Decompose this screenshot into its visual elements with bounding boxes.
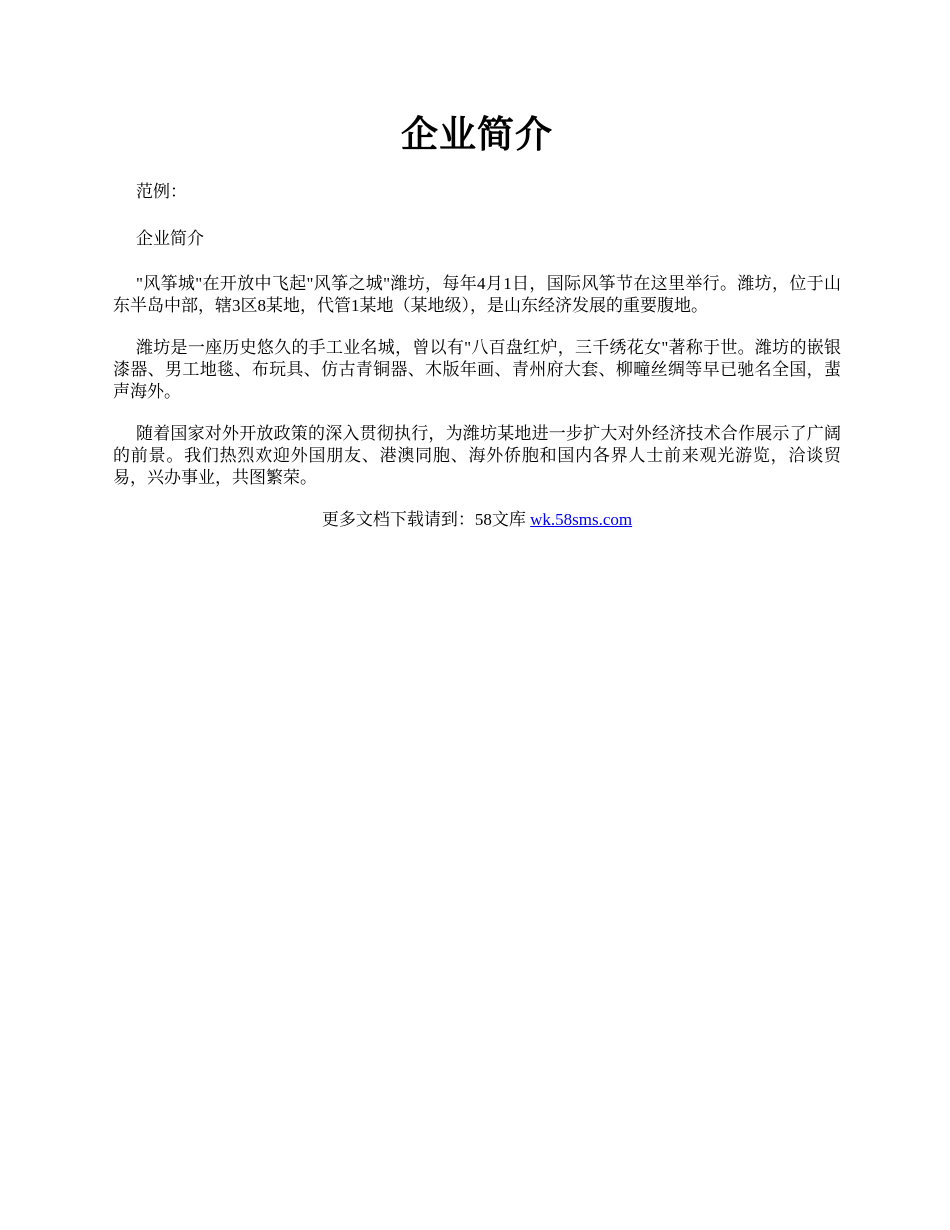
paragraph-kite-city: "风筝城"在开放中飞起"风筝之城"潍坊，每年4月1日，国际风筝节在这里举行。潍坊，位于山东半岛中部，辖3区8某地，代管1某地（某地级），是山东经济发展的重要腹地。 [113,274,841,315]
example-label: 范例： [136,182,187,201]
document-title: 企业简介 [401,115,553,156]
paragraph-handicraft: 潍坊是一座历史悠久的手工业名城，曾以有"八百盘红炉，三千绣花女"著称于世。潍坊的嵌银漆器、男工地毯、布玩具、仿古青铜器、木版年画、青州府大套、柳疃丝绸等早已驰名全国，蜚声海外。 [113,338,841,401]
footer-prefix: 更多文档下载请到：58文库 [321,510,531,529]
download-footer [113,509,841,531]
paragraph-opening-up: 随着国家对外开放政策的深入贯彻执行，为潍坊某地进一步扩大对外经济技术合作展示了广阔的前景。我们热烈欢迎外国朋友、港澳同胞、海外侨胞和国内各界人士前来观光游览，洽谈贸易，兴办事业，共图繁荣。 [113,424,841,487]
footer-link[interactable]: wk.58sms.com [530,510,633,529]
document-page [113,0,841,531]
section-heading: 企业简介 [136,229,204,248]
